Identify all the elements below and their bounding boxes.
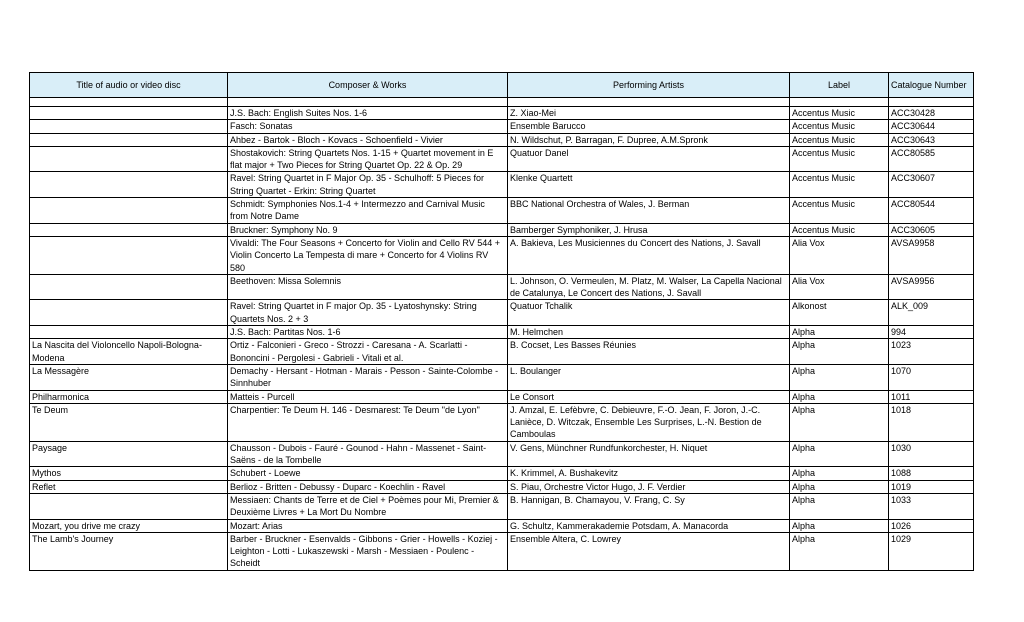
cell-catalogue: 1026 <box>889 519 974 532</box>
cell-title <box>30 107 228 120</box>
cell-composer: Ravel: String Quartet in F Major Op. 35 - Schulhoff: 5 Pieces for String Quartet - Erkin: String Quartet <box>228 172 508 198</box>
cell-artists: B. Cocset, Les Basses Réunies <box>508 339 790 365</box>
table-row <box>30 403 974 441</box>
cell-catalogue <box>889 98 974 107</box>
cell-composer: Beethoven: Missa Solemnis <box>228 274 508 300</box>
table-row <box>30 198 974 224</box>
cell-artists: Z. Xiao-Mei <box>508 107 790 120</box>
cell-catalogue: 1070 <box>889 364 974 390</box>
cell-artists: M. Helmchen <box>508 326 790 339</box>
header-title: Title of audio or video disc <box>30 73 228 98</box>
cell-catalogue: 1030 <box>889 441 974 467</box>
cell-catalogue: 1011 <box>889 390 974 403</box>
table-row <box>30 107 974 120</box>
table-row <box>30 172 974 198</box>
cell-composer: Bruckner: Symphony No. 9 <box>228 223 508 236</box>
cell-artists: Ensemble Barucco <box>508 120 790 133</box>
cell-artists: L. Johnson, O. Vermeulen, M. Platz, M. Walser, La Capella Nacional de Catalunya, Le Concert des Nations, J. Savall <box>508 274 790 300</box>
cell-label: Accentus Music <box>790 146 889 172</box>
cell-composer: Fasch: Sonatas <box>228 120 508 133</box>
cell-label: Alpha <box>790 339 889 365</box>
cell-label: Alia Vox <box>790 274 889 300</box>
cell-catalogue: ACC30643 <box>889 133 974 146</box>
cell-catalogue: 1088 <box>889 467 974 480</box>
cell-composer: Matteis - Purcell <box>228 390 508 403</box>
table-row <box>30 300 974 326</box>
cell-artists: S. Piau, Orchestre Victor Hugo, J. F. Verdier <box>508 480 790 493</box>
cell-artists: B. Hannigan, B. Chamayou, V. Frang, C. Sy <box>508 493 790 519</box>
cell-composer: Messiaen: Chants de Terre et de Ciel + Poèmes pour Mi, Premier & Deuxième Livres + La Mort Du Nombre <box>228 493 508 519</box>
cell-label: Alpha <box>790 441 889 467</box>
cell-title <box>30 223 228 236</box>
cell-title <box>30 120 228 133</box>
cell-catalogue: AVSA9956 <box>889 274 974 300</box>
cell-label: Alpha <box>790 403 889 441</box>
catalogue-table <box>29 72 974 571</box>
cell-title <box>30 133 228 146</box>
cell-catalogue: 1023 <box>889 339 974 365</box>
cell-artists: Bamberger Symphoniker, J. Hrusa <box>508 223 790 236</box>
table-row <box>30 390 974 403</box>
header-artists: Performing Artists <box>508 73 790 98</box>
cell-label: Alkonost <box>790 300 889 326</box>
table-row <box>30 146 974 172</box>
cell-composer: Demachy - Hersant - Hotman - Marais - Pesson - Sainte-Colombe - Sinnhuber <box>228 364 508 390</box>
cell-composer: J.S. Bach: English Suites Nos. 1-6 <box>228 107 508 120</box>
cell-label: Accentus Music <box>790 198 889 224</box>
cell-catalogue: ACC30607 <box>889 172 974 198</box>
cell-composer: Ravel: String Quartet in F major Op. 35 - Lyatoshynsky: String Quartets Nos. 2 + 3 <box>228 300 508 326</box>
table-row <box>30 326 974 339</box>
cell-title: Te Deum <box>30 403 228 441</box>
cell-title: Philharmonica <box>30 390 228 403</box>
table-row <box>30 441 974 467</box>
cell-title <box>30 493 228 519</box>
cell-title <box>30 198 228 224</box>
cell-title <box>30 274 228 300</box>
cell-artists: K. Krimmel, A. Bushakevitz <box>508 467 790 480</box>
header-row <box>30 73 974 98</box>
header-label: Label <box>790 73 889 98</box>
cell-label: Alpha <box>790 480 889 493</box>
cell-catalogue: ACC30428 <box>889 107 974 120</box>
cell-artists: V. Gens, Münchner Rundfunkorchester, H. Niquet <box>508 441 790 467</box>
cell-catalogue: 1033 <box>889 493 974 519</box>
table-row <box>30 133 974 146</box>
cell-composer: Mozart: Arias <box>228 519 508 532</box>
cell-label: Alpha <box>790 532 889 570</box>
cell-title: Paysage <box>30 441 228 467</box>
cell-artists: N. Wildschut, P. Barragan, F. Dupree, A.M.Spronk <box>508 133 790 146</box>
cell-title: La Nascita del Violoncello Napoli-Bologna-Modena <box>30 339 228 365</box>
header-composer: Composer & Works <box>228 73 508 98</box>
cell-title <box>30 98 228 107</box>
cell-title <box>30 300 228 326</box>
cell-composer: Ortiz - Falconieri - Greco - Strozzi - Caresana - A. Scarlatti - Bononcini - Pergolesi - Gabrieli - Vitali et al. <box>228 339 508 365</box>
cell-label <box>790 98 889 107</box>
table-row <box>30 364 974 390</box>
cell-artists: BBC National Orchestra of Wales, J. Berman <box>508 198 790 224</box>
cell-title: Mozart, you drive me crazy <box>30 519 228 532</box>
cell-catalogue: AVSA9958 <box>889 236 974 274</box>
table-row <box>30 467 974 480</box>
cell-catalogue: 1019 <box>889 480 974 493</box>
cell-composer <box>228 98 508 107</box>
cell-artists: Ensemble Altera, C. Lowrey <box>508 532 790 570</box>
cell-artists: Quatuor Tchalik <box>508 300 790 326</box>
cell-catalogue: ACC30644 <box>889 120 974 133</box>
cell-label: Alpha <box>790 519 889 532</box>
table-row <box>30 120 974 133</box>
cell-label: Accentus Music <box>790 172 889 198</box>
cell-label: Alpha <box>790 493 889 519</box>
cell-label: Accentus Music <box>790 107 889 120</box>
cell-composer: Barber - Bruckner - Esenvalds - Gibbons - Grier - Howells - Koziej - Leighton - Lotti - Lukaszewski - Marsh - Messiaen - Poulenc - Scheidt <box>228 532 508 570</box>
cell-label: Accentus Music <box>790 133 889 146</box>
cell-title: La Messagère <box>30 364 228 390</box>
cell-title <box>30 172 228 198</box>
cell-title <box>30 146 228 172</box>
cell-catalogue: ACC80585 <box>889 146 974 172</box>
cell-composer: Schubert - Loewe <box>228 467 508 480</box>
table-row <box>30 223 974 236</box>
cell-title: Reflet <box>30 480 228 493</box>
cell-label: Alia Vox <box>790 236 889 274</box>
cell-artists: Le Consort <box>508 390 790 403</box>
cell-composer: Berlioz - Britten - Debussy - Duparc - Koechlin - Ravel <box>228 480 508 493</box>
table-row <box>30 493 974 519</box>
cell-artists: J. Amzal, E. Lefèbvre, C. Debieuvre, F.-O. Jean, F. Joron, J.-C. Lanièce, D. Witczak, Ensemble Les Surprises, L.-N. Bestion de Camboulas <box>508 403 790 441</box>
cell-label: Accentus Music <box>790 223 889 236</box>
cell-catalogue: 1029 <box>889 532 974 570</box>
cell-artists: G. Schultz, Kammerakademie Potsdam, A. Manacorda <box>508 519 790 532</box>
cell-label: Alpha <box>790 326 889 339</box>
cell-label: Accentus Music <box>790 120 889 133</box>
cell-composer: Ahbez - Bartok - Bloch - Kovacs - Schoenfield - Vivier <box>228 133 508 146</box>
cell-composer: Vivaldi: The Four Seasons + Concerto for Violin and Cello RV 544 + Violin Concerto La Tempesta di mare + Concerto for 4 Violins RV 580 <box>228 236 508 274</box>
cell-composer: Schmidt: Symphonies Nos.1-4 + Intermezzo and Carnival Music from Notre Dame <box>228 198 508 224</box>
cell-composer: Charpentier: Te Deum H. 146 - Desmarest: Te Deum "de Lyon" <box>228 403 508 441</box>
cell-composer: Shostakovich: String Quartets Nos. 1-15 + Quartet movement in E flat major + Two Pieces for String Quartet Op. 22 & Op. 29 <box>228 146 508 172</box>
cell-catalogue: ACC30605 <box>889 223 974 236</box>
table-row <box>30 480 974 493</box>
cell-artists <box>508 98 790 107</box>
cell-artists: L. Boulanger <box>508 364 790 390</box>
table-row <box>30 98 974 107</box>
cell-catalogue: ALK_009 <box>889 300 974 326</box>
cell-artists: Klenke Quartett <box>508 172 790 198</box>
cell-label: Alpha <box>790 467 889 480</box>
table-row <box>30 339 974 365</box>
cell-catalogue: 994 <box>889 326 974 339</box>
table-body <box>30 98 974 571</box>
cell-label: Alpha <box>790 390 889 403</box>
cell-artists: A. Bakieva, Les Musiciennes du Concert des Nations, J. Savall <box>508 236 790 274</box>
cell-composer: J.S. Bach: Partitas Nos. 1-6 <box>228 326 508 339</box>
table-row <box>30 236 974 274</box>
cell-artists: Quatuor Danel <box>508 146 790 172</box>
table-row <box>30 519 974 532</box>
header-catalogue: Catalogue Number <box>889 73 974 98</box>
cell-title: The Lamb's Journey <box>30 532 228 570</box>
cell-title <box>30 326 228 339</box>
table-row <box>30 274 974 300</box>
cell-title <box>30 236 228 274</box>
table-row <box>30 532 974 570</box>
cell-composer: Chausson - Dubois - Fauré - Gounod - Hahn - Massenet - Saint-Saëns - de la Tombelle <box>228 441 508 467</box>
cell-title: Mythos <box>30 467 228 480</box>
cell-catalogue: 1018 <box>889 403 974 441</box>
cell-label: Alpha <box>790 364 889 390</box>
cell-catalogue: ACC80544 <box>889 198 974 224</box>
